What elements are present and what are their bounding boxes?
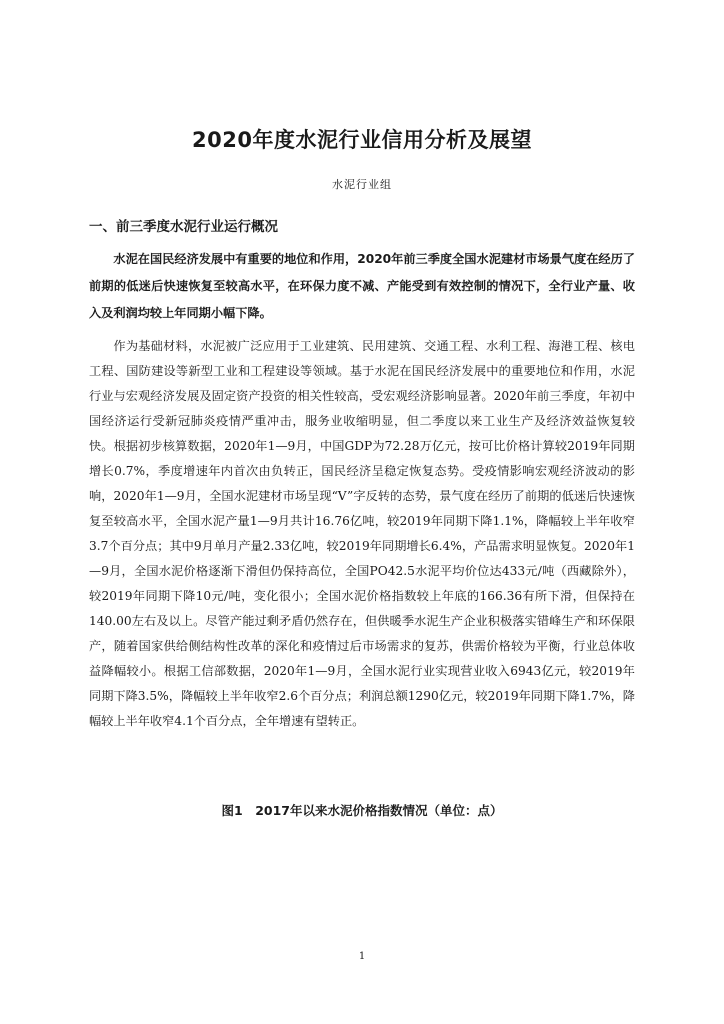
document-author: 水泥行业组 bbox=[332, 178, 392, 191]
document-title: 2020年度水泥行业信用分析及展望 bbox=[192, 128, 532, 152]
body-paragraph: 作为基础材料，水泥被广泛应用于工业建筑、民用建筑、交通工程、水利工程、海港工程、核电工程、国防建设等新型工业和工程建设等领域。基于水泥在国民经济发展中的重要地位和作用，水泥行业与宏观经济发展及固定资产投资的相关性较高，受宏观经济影响显著。2020年前三季度，年初中国经济运行受新冠肺炎疫情严重冲击，服务业收缩明显，但二季度以来工业生产及经济效益恢复较快。根据初步核算数据，2020年1—9月，中国GDP为72.28万亿元，按可比价格计算较2019年同期增长0.7%，季度增速年内首次由负转正，国民经济呈稳定恢复态势。受疫情影响宏观经济波动的影响，2020年1—9月，全国水泥建材市场呈现“V”字反转的态势，景气度在经历了前期的低迷后快速恢复至较高水平，全国水泥产量1—9月共计16.76亿吨，较2019年同期下降1.1%，降幅较上半年收窄3.7个百分点；其中9月单月产量2.33亿吨，较2019年同期增长6.4%，产品需求明显恢复。2020年1—9月，全国水泥价格逐渐下滑但仍保持高位，全国PO42.5水泥平均价位达433元/吨（西藏除外），较2019年同期下降10元/吨，变化很小；全国水泥价格指数较上年底的166.36有所下滑，但保持在140.00左右及以上。尽管产能过剩矛盾仍然存在，但供暖季水泥生产企业积极落实错峰生产和环保限产，随着国家供给侧结构性改革的深化和疫情过后市场需求的复苏，供需价格较为平衡，行业总体收益降幅较小。根据工信部数据，2020年1—9月，全国水泥行业实现营业收入6943亿元，较2019年同期下降3.5%，降幅较上半年收窄2.6个百分点；利润总额1290亿元，较2019年同期下降1.7%，降幅较上半年收窄4.1个百分点，全年增速有望转正。 bbox=[89, 339, 635, 728]
figure-caption: 图1 2017年以来水泥价格指数情况（单位：点） bbox=[221, 803, 503, 818]
summary-paragraph: 水泥在国民经济发展中有重要的地位和作用，2020年前三季度全国水泥建材市场景气度在经历了前期的低迷后快速恢复至较高水平，在环保力度不减、产能受到有效控制的情况下，全行业产量、收入及利润均较上年同期小幅下降。 bbox=[89, 252, 635, 320]
section-heading: 一、前三季度水泥行业运行概况 bbox=[89, 219, 278, 235]
page-number: 1 bbox=[358, 951, 366, 962]
